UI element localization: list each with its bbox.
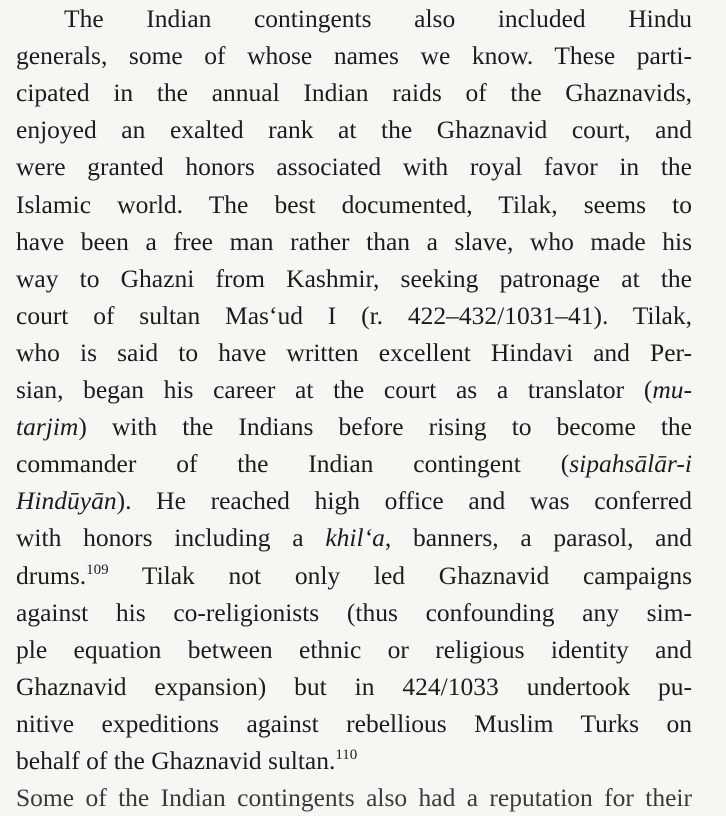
text-run: who is said to have written excellent Hindavi and Per- — [16, 337, 692, 367]
text-line — [16, 186, 692, 223]
text-run: with honors including a — [16, 523, 326, 553]
text-line — [16, 74, 692, 111]
text-run: behalf of the Ghaznavid sultan. — [16, 746, 336, 775]
italic-term: tarjim — [16, 412, 79, 442]
text-run: generals, some of whose names we know. These parti- — [16, 41, 692, 71]
text-line — [16, 668, 692, 705]
text-run: have been a free man rather than a slave, who made his — [16, 226, 692, 256]
italic-term: sipahsālār-i — [569, 449, 692, 479]
text-line — [16, 594, 692, 631]
text-run: The Indian contingents also included Hindu — [64, 4, 692, 33]
text-line — [16, 482, 692, 519]
text-line — [16, 445, 692, 482]
next-paragraph-line-cut-off: Some of the Indian contingents also had a reputation for their — [16, 783, 692, 812]
text-run: Islamic world. The best documented, Tilak, seems to — [16, 189, 692, 219]
text-line — [16, 408, 692, 445]
text-line — [16, 334, 692, 371]
text-line — [16, 371, 692, 408]
text-line — [16, 37, 692, 74]
text-run: commander of the Indian contingent ( — [16, 449, 570, 479]
text-run: Tilak not only led Ghaznavid campaigns — [108, 560, 692, 590]
text-run: cipated in the annual Indian raids of the Ghaznavids, — [16, 78, 692, 108]
text-run: were granted honors associated with royal favor in the — [16, 152, 692, 182]
text-run: against his co-religionists (thus confounding any sim- — [16, 597, 692, 627]
text-line — [16, 148, 692, 185]
text-run: court of sultan Mas‘ud I (r. 422–432/1031–41). Tilak, — [16, 300, 692, 330]
text-line — [16, 260, 692, 297]
text-run: ). He reached high office and was conferred — [116, 486, 692, 516]
text-run: ) with the Indians before rising to become the — [78, 412, 692, 442]
text-run: nitive expeditions against rebellious Muslim Turks on — [16, 708, 692, 738]
text-run: , banners, a parasol, and — [384, 523, 693, 553]
italic-term: khil‘a — [325, 523, 385, 553]
text-run: way to Ghazni from Kashmir, seeking patronage at the — [16, 263, 692, 293]
text-run: ple equation between ethnic or religious identity and — [16, 634, 692, 664]
text-line — [16, 223, 692, 260]
text-run: drums. — [16, 560, 87, 590]
footnote-marker: 109 — [86, 561, 109, 578]
text-line — [16, 705, 692, 742]
text-run: Ghaznavid expansion) but in 424/1033 undertook pu- — [16, 671, 692, 701]
text-line — [16, 297, 692, 334]
text-line — [16, 742, 692, 779]
italic-term: Hindūyān — [16, 486, 117, 516]
text-line — [16, 631, 692, 668]
text-run: sian, began his career at the court as a translator ( — [16, 375, 653, 404]
italic-term: mu- — [652, 375, 692, 404]
text-line — [16, 557, 692, 594]
footnote-marker: 110 — [335, 747, 358, 763]
text-line — [64, 0, 692, 37]
text-line — [16, 519, 692, 556]
text-run: enjoyed an exalted rank at the Ghaznavid court, and — [16, 115, 692, 145]
text-line — [16, 111, 692, 148]
